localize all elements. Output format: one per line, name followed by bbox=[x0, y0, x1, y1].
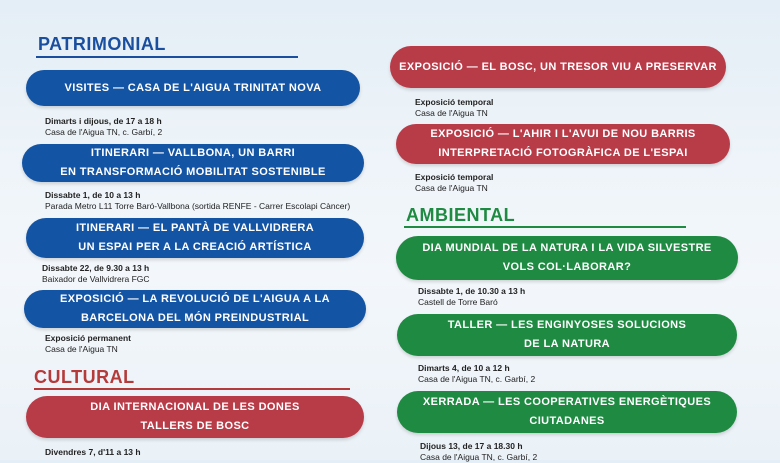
event-title-line: DIA MUNDIAL DE LA NATURA I LA VIDA SILVESTRE bbox=[422, 242, 712, 254]
event-place: Casa de l'Aigua TN, c. Garbí, 2 bbox=[418, 374, 536, 384]
event-title-line: VOLS COL·LABORAR? bbox=[502, 261, 632, 273]
event-place: Casa de l'Aigua TN, c. Garbí, 2 bbox=[420, 452, 538, 462]
event-title-line: EXPOSICIÓ — EL BOSC, UN TRESOR VIU A PRESERVAR bbox=[399, 60, 717, 73]
event-title-line: DIA INTERNACIONAL DE LES DONES bbox=[90, 401, 300, 413]
section-divider bbox=[404, 226, 686, 228]
event-info bbox=[415, 97, 493, 119]
event-pill-itinerari-vallvidrera[interactable] bbox=[26, 218, 364, 258]
event-date: Exposició permanent bbox=[45, 333, 131, 343]
event-date: Exposició temporal bbox=[415, 97, 494, 107]
event-title-line: EXPOSICIÓ — L'AHIR I L'AVUI DE NOU BARRIS bbox=[430, 128, 696, 140]
event-title-line: DE LA NATURA bbox=[523, 338, 611, 350]
event-title-line: TALLER — LES ENGINYOSES SOLUCIONS bbox=[447, 319, 687, 331]
event-place: Casa de l'Aigua TN bbox=[45, 344, 118, 354]
event-pill-dia-natura[interactable] bbox=[396, 236, 738, 280]
event-title-line: EXPOSICIÓ — LA REVOLUCIÓ DE L'AIGUA A LA bbox=[60, 293, 330, 305]
event-pill-visites[interactable] bbox=[26, 70, 360, 106]
event-title-line: BARCELONA DEL MÓN PREINDUSTRIAL bbox=[80, 312, 310, 324]
event-title-line: ITINERARI — EL PANTÀ DE VALLVIDRERA bbox=[75, 222, 315, 234]
event-title-line: TALLERS DE BOSC bbox=[140, 420, 250, 432]
event-info bbox=[45, 333, 131, 355]
event-info bbox=[45, 190, 350, 212]
event-place: Casa de l'Aigua TN, c. Garbí, 2 bbox=[45, 127, 163, 137]
event-info bbox=[415, 172, 493, 194]
event-place: Parada Metro L11 Torre Baró-Vallbona (sortida RENFE - Carrer Escolapi Càncer) bbox=[45, 201, 351, 211]
event-title-line: VISITES — CASA DE L'AIGUA TRINITAT NOVA bbox=[64, 81, 322, 94]
event-info bbox=[418, 286, 525, 308]
event-pill-itinerari-vallbona[interactable] bbox=[22, 144, 364, 182]
event-date: Dimarts 4, de 10 a 12 h bbox=[418, 363, 510, 373]
event-info bbox=[42, 263, 150, 285]
event-title-line: EN TRANSFORMACIÓ MOBILITAT SOSTENIBLE bbox=[60, 166, 326, 178]
event-place: Casa de l'Aigua TN bbox=[415, 108, 488, 118]
event-pill-exposicio-nou-barris[interactable] bbox=[396, 124, 730, 164]
section-title-patrimonial: PATRIMONIAL bbox=[38, 34, 166, 54]
event-date: Dijous 13, de 17 a 18.30 h bbox=[420, 441, 523, 451]
event-pill-xerrada-cooperatives[interactable] bbox=[397, 391, 737, 433]
event-title-line: CIUTADANES bbox=[529, 415, 605, 427]
event-title-line: UN ESPAI PER A LA CREACIÓ ARTÍSTICA bbox=[78, 241, 312, 253]
event-pill-taller-enginyoses[interactable] bbox=[397, 314, 737, 356]
event-pill-exposicio-revolucio[interactable] bbox=[24, 290, 366, 328]
event-place: Castell de Torre Baró bbox=[418, 297, 498, 307]
event-date: Dimarts i dijous, de 17 a 18 h bbox=[45, 116, 162, 126]
event-info bbox=[45, 116, 162, 138]
event-title-line: INTERPRETACIÓ FOTOGRÀFICA DE L'ESPAI bbox=[438, 147, 688, 159]
section-title-cultural: CULTURAL bbox=[34, 367, 135, 387]
event-info bbox=[45, 447, 141, 458]
event-info bbox=[418, 363, 535, 385]
event-date: Dissabte 22, de 9.30 a 13 h bbox=[42, 263, 150, 273]
event-title-line: XERRADA — LES COOPERATIVES ENERGÈTIQUES bbox=[422, 396, 712, 408]
event-title-line: ITINERARI — VALLBONA, UN BARRI bbox=[90, 147, 296, 159]
event-date: Dissabte 1, de 10 a 13 h bbox=[45, 190, 141, 200]
event-place: Baixador de Vallvidrera FGC bbox=[42, 274, 150, 284]
section-divider bbox=[34, 388, 350, 390]
event-date: Exposició temporal bbox=[415, 172, 494, 182]
event-place: Casa de l'Aigua TN bbox=[415, 183, 488, 193]
event-date: Divendres 7, d'11 a 13 h bbox=[45, 447, 141, 457]
event-date: Dissabte 1, de 10.30 a 13 h bbox=[418, 286, 526, 296]
section-title-ambiental: AMBIENTAL bbox=[406, 205, 516, 225]
event-pill-exposicio-bosc[interactable] bbox=[390, 46, 726, 88]
section-divider bbox=[36, 56, 298, 58]
event-pill-dia-dones[interactable] bbox=[26, 396, 364, 438]
